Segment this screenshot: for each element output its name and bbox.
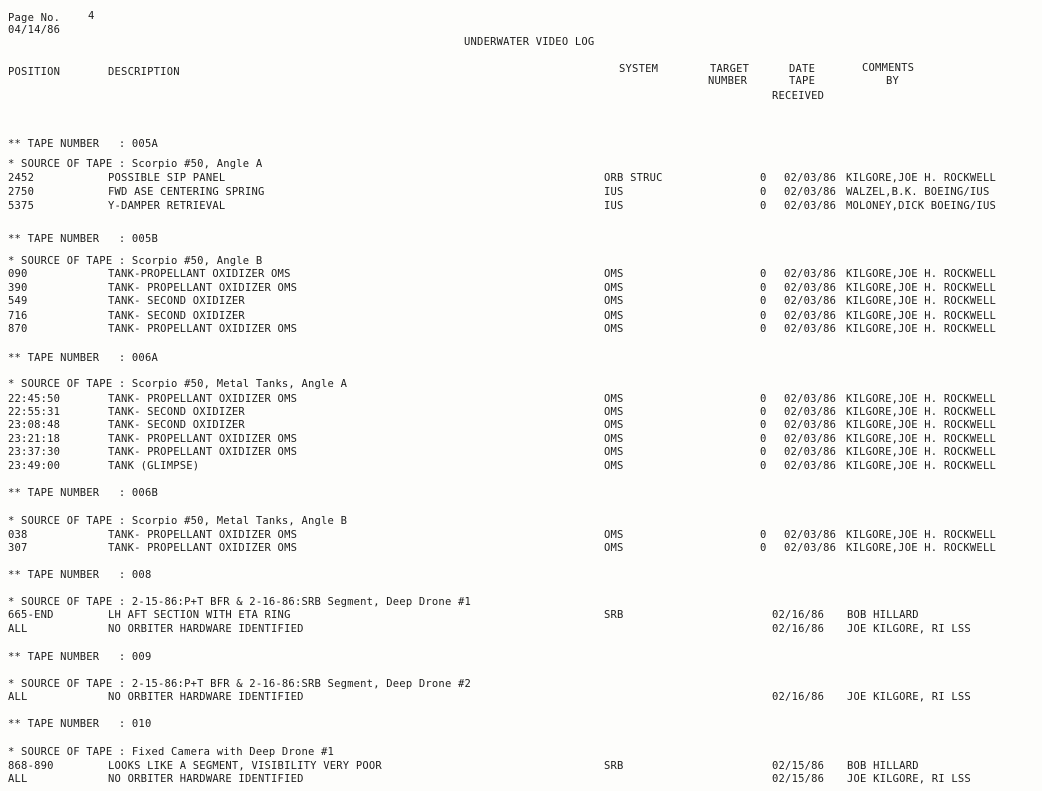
entry-system: OMS — [604, 446, 624, 458]
col-header-date-tape: TAPE — [789, 75, 816, 87]
tape-number-heading: ** TAPE NUMBER : 005A — [8, 138, 158, 150]
entry-position: 549 — [8, 295, 28, 307]
entry-description: TANK- PROPELLANT OXIDIZER OMS — [108, 433, 298, 445]
entry-comments: JOE KILGORE, RI LSS — [847, 623, 971, 635]
tape-number-heading: ** TAPE NUMBER : 006A — [8, 352, 158, 364]
entry-system: OMS — [604, 323, 624, 335]
entry-target-number: 0 — [760, 433, 767, 445]
entry-description: NO ORBITER HARDWARE IDENTIFIED — [108, 773, 304, 785]
entry-comments: KILGORE,JOE H. ROCKWELL — [846, 393, 996, 405]
entry-position: ALL — [8, 691, 28, 703]
entry-date-received: 02/15/86 — [772, 773, 825, 785]
entry-comments: KILGORE,JOE H. ROCKWELL — [846, 446, 996, 458]
entry-position: 2452 — [8, 172, 35, 184]
entry-position: 090 — [8, 268, 28, 280]
entry-position: 5375 — [8, 200, 35, 212]
entry-date-received: 02/03/86 — [784, 200, 837, 212]
entry-date-received: 02/03/86 — [784, 268, 837, 280]
page-number-label: Page No. — [8, 12, 61, 24]
entry-position: 716 — [8, 310, 28, 322]
entry-target-number: 0 — [760, 268, 767, 280]
entry-position: 23:21:18 — [8, 433, 61, 445]
tape-source-line: * SOURCE OF TAPE : Fixed Camera with Deep Drone #1 — [8, 746, 335, 758]
entry-comments: BOB HILLARD — [847, 760, 919, 772]
entry-description: TANK- SECOND OXIDIZER — [108, 295, 245, 307]
entry-description: TANK- PROPELLANT OXIDIZER OMS — [108, 393, 298, 405]
entry-target-number: 0 — [760, 542, 767, 554]
entry-date-received: 02/03/86 — [784, 446, 837, 458]
entry-description: TANK- SECOND OXIDIZER — [108, 419, 245, 431]
entry-date-received: 02/03/86 — [784, 542, 837, 554]
entry-date-received: 02/03/86 — [784, 393, 837, 405]
entry-position: 23:08:48 — [8, 419, 61, 431]
entry-position: 868-890 — [8, 760, 54, 772]
entry-description: TANK- PROPELLANT OXIDIZER OMS — [108, 446, 298, 458]
entry-system: OMS — [604, 406, 624, 418]
tape-source-line: * SOURCE OF TAPE : 2-15-86:P+T BFR & 2-16-86:SRB Segment, Deep Drone #1 — [8, 596, 472, 608]
entry-comments: MOLONEY,DICK BOEING/IUS — [846, 200, 996, 212]
entry-target-number: 0 — [760, 323, 767, 335]
entry-description: Y-DAMPER RETRIEVAL — [108, 200, 226, 212]
entry-system: OMS — [604, 310, 624, 322]
entry-target-number: 0 — [760, 406, 767, 418]
entry-comments: KILGORE,JOE H. ROCKWELL — [846, 433, 996, 445]
entry-comments: JOE KILGORE, RI LSS — [847, 691, 971, 703]
entry-system: OMS — [604, 433, 624, 445]
entry-system: OMS — [604, 460, 624, 472]
entry-date-received: 02/03/86 — [784, 186, 837, 198]
col-header-position: POSITION — [8, 66, 61, 78]
entry-date-received: 02/03/86 — [784, 419, 837, 431]
entry-system: IUS — [604, 186, 624, 198]
entry-system: OMS — [604, 282, 624, 294]
report-date: 04/14/86 — [8, 24, 61, 36]
entry-system: OMS — [604, 393, 624, 405]
col-header-date: DATE — [789, 63, 816, 75]
entry-description: TANK- SECOND OXIDIZER — [108, 406, 245, 418]
entry-date-received: 02/03/86 — [784, 460, 837, 472]
entry-comments: KILGORE,JOE H. ROCKWELL — [846, 529, 996, 541]
entry-target-number: 0 — [760, 200, 767, 212]
entry-target-number: 0 — [760, 529, 767, 541]
col-header-date-received: RECEIVED — [772, 90, 825, 102]
entry-system: ORB STRUC — [604, 172, 663, 184]
entry-system: OMS — [604, 268, 624, 280]
tape-source-line: * SOURCE OF TAPE : Scorpio #50, Metal Tanks, Angle B — [8, 515, 348, 527]
col-header-comments-by: BY — [886, 75, 900, 87]
tape-source-line: * SOURCE OF TAPE : 2-15-86:P+T BFR & 2-16-86:SRB Segment, Deep Drone #2 — [8, 678, 472, 690]
entry-position: 307 — [8, 542, 28, 554]
entry-comments: KILGORE,JOE H. ROCKWELL — [846, 295, 996, 307]
entry-target-number: 0 — [760, 172, 767, 184]
entry-description: POSSIBLE SIP PANEL — [108, 172, 226, 184]
entry-description: TANK- PROPELLANT OXIDIZER OMS — [108, 323, 298, 335]
entry-description: TANK- PROPELLANT OXIDIZER OMS — [108, 529, 298, 541]
entry-date-received: 02/03/86 — [784, 323, 837, 335]
entry-position: 23:37:30 — [8, 446, 61, 458]
entry-target-number: 0 — [760, 419, 767, 431]
entry-system: IUS — [604, 200, 624, 212]
entry-system: OMS — [604, 419, 624, 431]
entry-target-number: 0 — [760, 186, 767, 198]
entry-description: NO ORBITER HARDWARE IDENTIFIED — [108, 691, 304, 703]
entry-system: OMS — [604, 529, 624, 541]
entry-target-number: 0 — [760, 393, 767, 405]
entry-target-number: 0 — [760, 460, 767, 472]
entry-position: 23:49:00 — [8, 460, 61, 472]
entry-position: 22:45:50 — [8, 393, 61, 405]
entry-position: 870 — [8, 323, 28, 335]
entry-comments: KILGORE,JOE H. ROCKWELL — [846, 460, 996, 472]
entry-date-received: 02/03/86 — [784, 433, 837, 445]
entry-description: TANK (GLIMPSE) — [108, 460, 200, 472]
entry-comments: KILGORE,JOE H. ROCKWELL — [846, 172, 996, 184]
tape-source-line: * SOURCE OF TAPE : Scorpio #50, Angle B — [8, 255, 263, 267]
entry-target-number: 0 — [760, 282, 767, 294]
entry-system: SRB — [604, 760, 624, 772]
entry-comments: BOB HILLARD — [847, 609, 919, 621]
tape-number-heading: ** TAPE NUMBER : 005B — [8, 233, 158, 245]
entry-description: TANK- PROPELLANT OXIDIZER OMS — [108, 282, 298, 294]
entry-position: 038 — [8, 529, 28, 541]
entry-date-received: 02/16/86 — [772, 691, 825, 703]
entry-position: 665-END — [8, 609, 54, 621]
report-title: UNDERWATER VIDEO LOG — [464, 36, 595, 48]
entry-date-received: 02/03/86 — [784, 295, 837, 307]
tape-number-heading: ** TAPE NUMBER : 006B — [8, 487, 158, 499]
entry-comments: KILGORE,JOE H. ROCKWELL — [846, 406, 996, 418]
entry-date-received: 02/03/86 — [784, 282, 837, 294]
entry-system: OMS — [604, 295, 624, 307]
entry-comments: KILGORE,JOE H. ROCKWELL — [846, 310, 996, 322]
entry-comments: KILGORE,JOE H. ROCKWELL — [846, 542, 996, 554]
entry-position: 2750 — [8, 186, 35, 198]
entry-description: LH AFT SECTION WITH ETA RING — [108, 609, 291, 621]
entry-description: NO ORBITER HARDWARE IDENTIFIED — [108, 623, 304, 635]
entry-position: ALL — [8, 773, 28, 785]
entry-date-received: 02/03/86 — [784, 406, 837, 418]
col-header-target: TARGET — [710, 63, 750, 75]
entry-target-number: 0 — [760, 310, 767, 322]
tape-number-heading: ** TAPE NUMBER : 008 — [8, 569, 152, 581]
entry-position: 22:55:31 — [8, 406, 61, 418]
entry-comments: KILGORE,JOE H. ROCKWELL — [846, 419, 996, 431]
tape-number-heading: ** TAPE NUMBER : 010 — [8, 718, 152, 730]
entry-target-number: 0 — [760, 446, 767, 458]
entry-date-received: 02/16/86 — [772, 609, 825, 621]
entry-comments: JOE KILGORE, RI LSS — [847, 773, 971, 785]
col-header-description: DESCRIPTION — [108, 66, 180, 78]
col-header-target-number: NUMBER — [708, 75, 748, 87]
entry-date-received: 02/15/86 — [772, 760, 825, 772]
tape-number-heading: ** TAPE NUMBER : 009 — [8, 651, 152, 663]
entry-description: TANK- PROPELLANT OXIDIZER OMS — [108, 542, 298, 554]
entry-date-received: 02/16/86 — [772, 623, 825, 635]
entry-comments: KILGORE,JOE H. ROCKWELL — [846, 323, 996, 335]
entry-system: OMS — [604, 542, 624, 554]
tape-source-line: * SOURCE OF TAPE : Scorpio #50, Metal Tanks, Angle A — [8, 378, 348, 390]
entry-comments: KILGORE,JOE H. ROCKWELL — [846, 282, 996, 294]
entry-description: FWD ASE CENTERING SPRING — [108, 186, 265, 198]
entry-target-number: 0 — [760, 295, 767, 307]
tape-source-line: * SOURCE OF TAPE : Scorpio #50, Angle A — [8, 158, 263, 170]
entry-description: TANK-PROPELLANT OXIDIZER OMS — [108, 268, 291, 280]
entry-system: SRB — [604, 609, 624, 621]
col-header-comments: COMMENTS — [862, 62, 915, 74]
entry-position: ALL — [8, 623, 28, 635]
entry-date-received: 02/03/86 — [784, 529, 837, 541]
col-header-system: SYSTEM — [619, 63, 659, 75]
entry-date-received: 02/03/86 — [784, 310, 837, 322]
page-number: 4 — [88, 10, 95, 22]
entry-comments: KILGORE,JOE H. ROCKWELL — [846, 268, 996, 280]
entry-position: 390 — [8, 282, 28, 294]
entry-description: TANK- SECOND OXIDIZER — [108, 310, 245, 322]
entry-comments: WALZEL,B.K. BOEING/IUS — [846, 186, 990, 198]
entry-description: LOOKS LIKE A SEGMENT, VISIBILITY VERY POOR — [108, 760, 382, 772]
entry-date-received: 02/03/86 — [784, 172, 837, 184]
